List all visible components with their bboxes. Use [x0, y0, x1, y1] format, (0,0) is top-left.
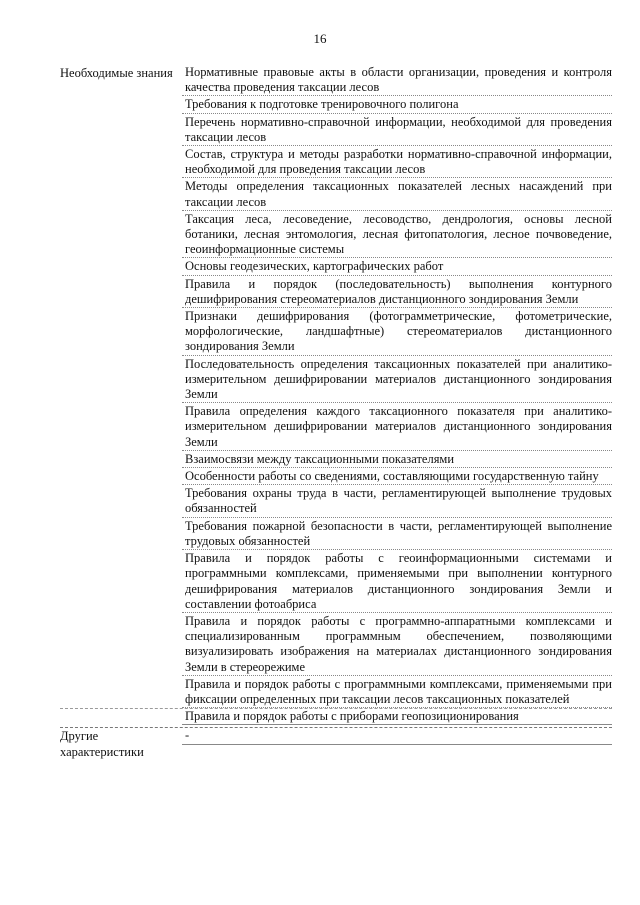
list-item: Требования пожарной безопасности в части, регламентирующей выполнение трудовых обязанностей: [182, 519, 612, 550]
row-label: Другие характеристики: [60, 729, 144, 760]
list-item: Последовательность определения таксационных показателей при аналитико-измерительном дешифрировании материалов дистанционного зондирования Земли: [182, 357, 612, 404]
list-item: Требования к подготовке тренировочного полигона: [182, 97, 612, 113]
page-number: 16: [313, 31, 327, 46]
list-item: Взаимосвязи между таксационными показателями: [182, 452, 612, 468]
list-item: Перечень нормативно-справочной информации, необходимой для проведения таксации лесов: [182, 115, 612, 146]
list-item: Правила и порядок (последовательность) выполнения контурного дешифрирования стереоматериалов дистанционного зондирования Земли: [182, 277, 612, 308]
list-item: -: [182, 728, 612, 744]
list-item: Требования охраны труда в части, регламентирующей выполнение трудовых обязанностей: [182, 486, 612, 517]
list-item: Таксация леса, лесоведение, лесоводство, дендрология, основы лесной ботаники, лесная энтомология, лесная фитопатология, лесное почвоведение, геоинформационные системы: [182, 212, 612, 259]
row-label: Необходимые знания: [60, 66, 173, 80]
list-item: Методы определения таксационных показателей лесных насаждений при таксации лесов: [182, 179, 612, 210]
list-item: Нормативные правовые акты в области организации, проведения и контроля качества проведения таксации лесов: [182, 65, 612, 96]
list-item: Правила и порядок работы с программно-аппаратными комплексами и специализированным программным обеспечением, позволяющими визуализировать изображения на материалах дистанционного зондирования Земли в стереорежиме: [182, 614, 612, 676]
list-item: Правила определения каждого таксационного показателя при аналитико-измерительном дешифрировании материалов дистанционного зондирования Земли: [182, 404, 612, 451]
list-item: Правила и порядок работы с геоинформационными системами и программными комплексами, применяемыми при выполнении контурного дешифрирования материалов дистанционного зондирования Земли и составлении фотоабриса: [182, 551, 612, 613]
list-item: Правила и порядок работы с программными комплексами, применяемыми при фиксации определенных при таксации лесов таксационных показателей: [182, 677, 612, 708]
table-row-knowledge: [60, 65, 612, 726]
table-bottom-rule: [60, 708, 612, 709]
knowledge-list: [182, 65, 612, 726]
list-item: Признаки дешифрирования (фотограмметрические, фотометрические, морфологические, ландшафтные) стереоматериалов дистанционного зондирования Земли: [182, 309, 612, 356]
list-item: Правила и порядок работы с приборами геопозиционирования: [182, 709, 612, 725]
other-list: [182, 728, 612, 760]
requirements-table: [60, 65, 612, 760]
list-item: Основы геодезических, картографических работ: [182, 259, 612, 275]
list-item: Особенности работы со сведениями, составляющими государственную тайну: [182, 469, 612, 485]
table-row-other: [60, 727, 612, 760]
list-item: Состав, структура и методы разработки нормативно-справочной информации, необходимой для проведения таксации лесов: [182, 147, 612, 178]
